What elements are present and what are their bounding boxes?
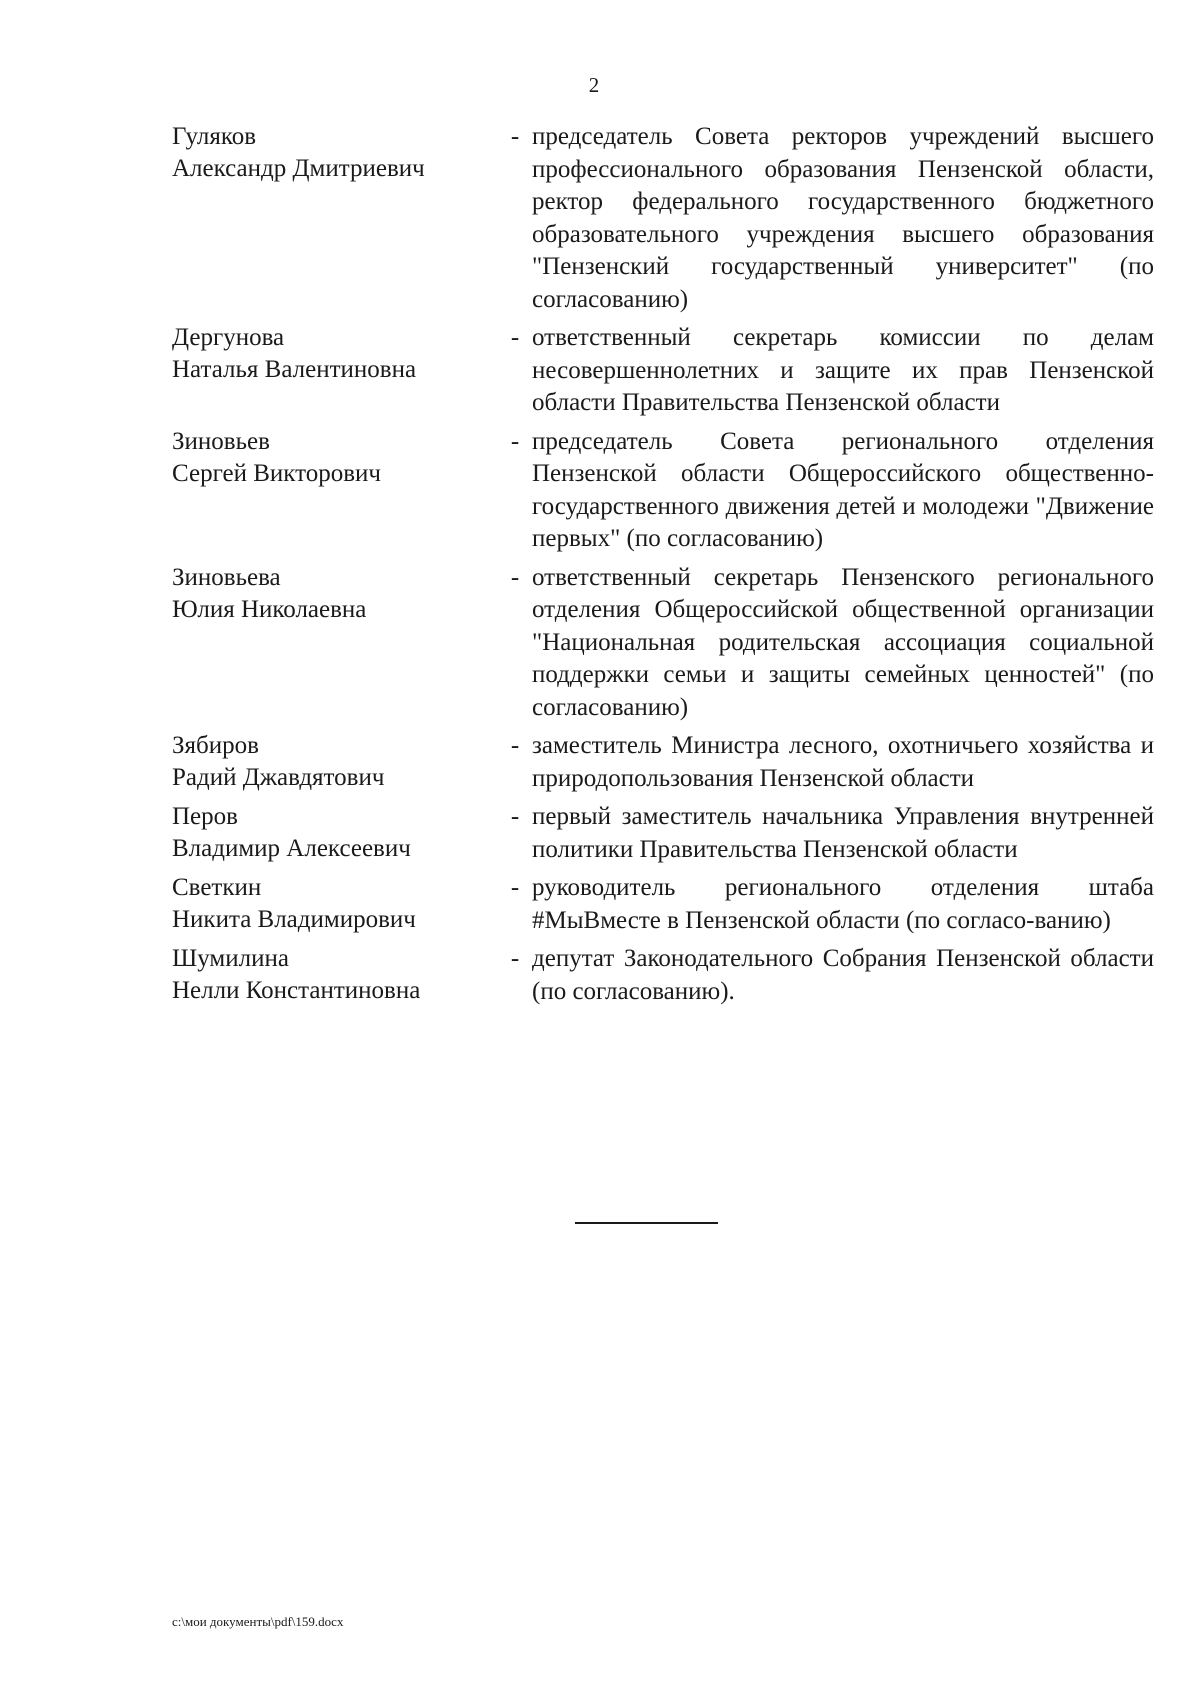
member-name [172,322,498,386]
footer-file-path: c:\мои документы\pdf\159.docx [172,1614,344,1629]
member-row [172,730,1154,795]
member-surname: Дергунова [172,324,285,351]
member-position: председатель Совета ректоров учреждений высшего профессионального образования Пензенской области, ректор федерального государственного бюджетного образовательного учреждения высшего образования "Пензенский государственный университет" (по согласованию) [532,123,1154,313]
page-number: 2 [588,73,600,97]
member-surname: Шумилина [172,945,289,972]
member-given-names: Александр Дмитриевич [172,155,425,182]
member-row [172,121,1154,316]
member-row [172,801,1154,866]
member-given-names: Никита Владимирович [172,906,416,933]
member-surname: Перов [172,803,238,830]
member-dash: - [510,874,520,901]
member-dash: - [510,123,520,150]
member-dash: - [510,324,520,351]
member-row [172,562,1154,725]
member-surname: Гуляков [172,123,257,150]
member-name [172,730,498,794]
member-name [172,562,498,626]
member-dash: - [510,945,520,972]
member-dash: - [510,732,520,759]
member-given-names: Владимир Алексеевич [172,835,411,862]
member-position: ответственный секретарь комиссии по делам несовершеннолетних и защите их прав Пензенской области Правительства Пензенской области [532,324,1154,416]
member-given-names: Радий Джавдятович [172,764,385,791]
member-position: заместитель Министра лесного, охотничьего хозяйства и природопользования Пензенской области [532,732,1154,792]
member-dash: - [510,427,520,455]
member-name [172,801,498,865]
member-position: депутат Законодательного Собрания Пензенской области (по согласованию). [532,945,1154,1005]
member-name [172,426,498,490]
member-surname: Зябиров [172,732,259,759]
member-name [172,121,498,185]
end-separator-line [575,1222,718,1224]
member-row [172,872,1154,937]
member-given-names: Сергей Викторович [172,459,381,487]
member-row [172,322,1154,420]
member-name [172,943,498,1007]
member-list [172,121,1154,1014]
member-position: председатель Совета регионального отделения Пензенской области Общероссийского общественно-государственного движения детей и молодежи "Движение первых" (по согласованию) [532,427,1154,552]
member-given-names: Наталья Валентиновна [172,356,417,383]
member-given-names: Юлия Николаевна [172,595,367,623]
member-position: первый заместитель начальника Управления внутренней политики Правительства Пензенской области [532,803,1154,863]
member-surname: Светкин [172,874,262,901]
member-name [172,872,498,936]
member-surname: Зиновьев [172,427,270,455]
member-surname: Зиновьева [172,563,281,591]
member-row [172,426,1154,556]
member-position: ответственный секретарь Пензенского регионального отделения Общероссийской общественной организации "Национальная родительская ассоциация социальной поддержки семьи и защиты семейных ценностей" (по согласованию) [532,563,1154,721]
member-given-names: Нелли Константиновна [172,977,421,1004]
member-dash: - [510,563,520,591]
member-position: руководитель регионального отделения штаба #МыВместе в Пензенской области (по согласо-ванию) [532,874,1154,934]
member-dash: - [510,803,520,830]
member-row [172,943,1154,1008]
